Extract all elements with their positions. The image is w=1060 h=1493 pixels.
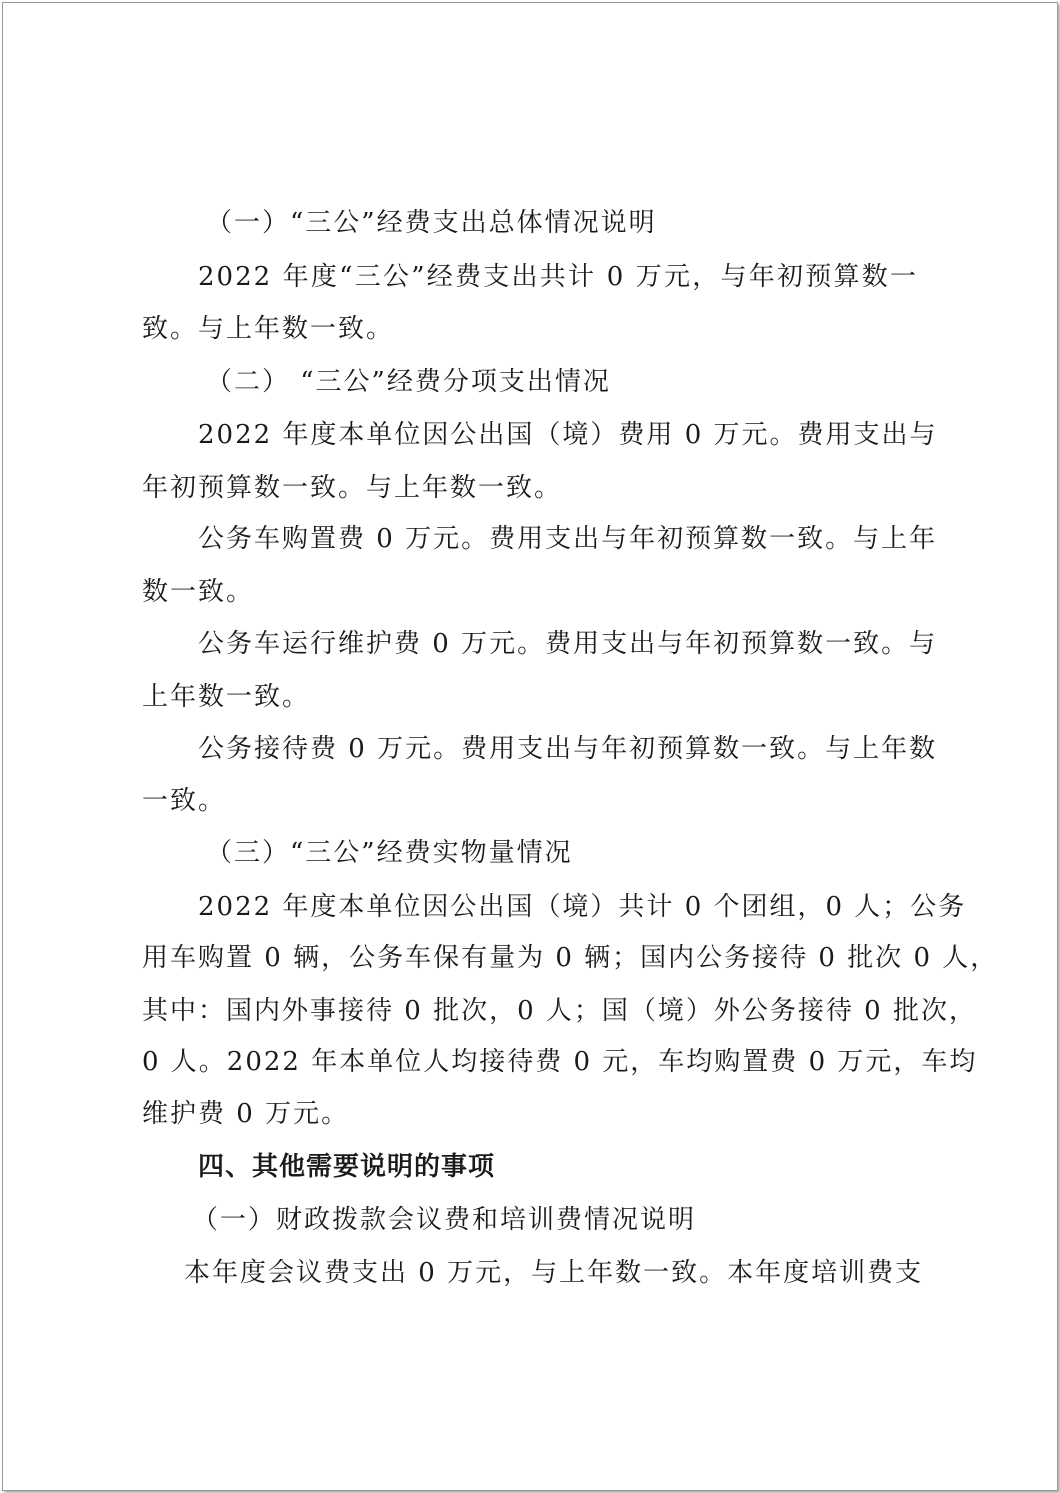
section-heading-1: （一）“三公”经费支出总体情况说明 — [206, 208, 657, 238]
section-heading-3: （三）“三公”经费实物量情况 — [206, 838, 573, 868]
paragraph-line: 0 人。2022 年本单位人均接待费 0 元，车均购置费 0 万元，车均 — [142, 1047, 978, 1077]
paragraph-line: 公务接待费 0 万元。费用支出与年初预算数一致。与上年数 — [198, 734, 938, 764]
paragraph-line: 一致。 — [142, 786, 227, 816]
paragraph-line: 年初预算数一致。与上年数一致。 — [142, 473, 563, 503]
paragraph-line: 用车购置 0 辆，公务车保有量为 0 辆；国内公务接待 0 批次 0 人， — [142, 943, 999, 973]
paragraph-line: 维护费 0 万元。 — [142, 1099, 350, 1129]
paragraph-line: 2022 年度本单位因公出国（境）费用 0 万元。费用支出与 — [198, 420, 938, 450]
section-heading-2: （二） “三公”经费分项支出情况 — [206, 367, 611, 397]
section-heading-4: 四、其他需要说明的事项 — [198, 1152, 496, 1182]
paragraph-line: 公务车运行维护费 0 万元。费用支出与年初预算数一致。与 — [198, 629, 938, 659]
paragraph-line: 致。与上年数一致。 — [142, 314, 395, 344]
subsection-heading: （一）财政拨款会议费和培训费情况说明 — [192, 1205, 697, 1235]
paragraph-line: 2022 年度“三公”经费支出共计 0 万元，与年初预算数一 — [198, 262, 918, 292]
paragraph-line: 公务车购置费 0 万元。费用支出与年初预算数一致。与上年 — [198, 524, 938, 554]
paragraph-line: 上年数一致。 — [142, 682, 311, 712]
paragraph-line: 其中：国内外事接待 0 批次，0 人；国（境）外公务接待 0 批次， — [142, 996, 977, 1026]
paragraph-line: 2022 年度本单位因公出国（境）共计 0 个团组，0 人；公务 — [198, 892, 967, 922]
paragraph-line: 数一致。 — [142, 577, 255, 607]
paragraph-line: 本年度会议费支出 0 万元，与上年数一致。本年度培训费支 — [184, 1258, 924, 1288]
